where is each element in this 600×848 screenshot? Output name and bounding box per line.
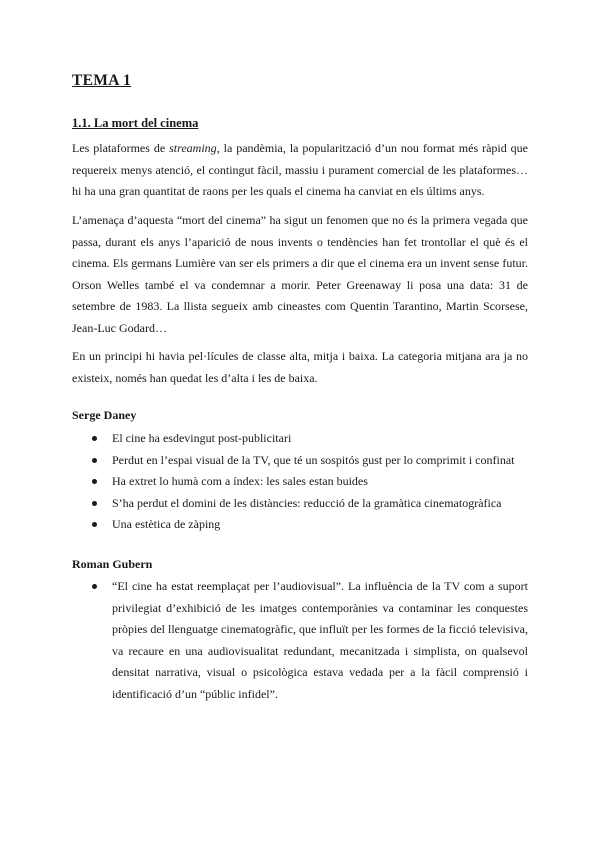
list-item xyxy=(72,514,528,536)
paragraph-classes: En un principi hi havia pel·lícules de classe alta, mitja i baixa. La categoria mitjana ara ja no existeix, només han quedat les d’alta i les de baixa. xyxy=(72,349,528,385)
roman-gubern-quote xyxy=(72,576,528,705)
bullet-icon xyxy=(92,458,97,463)
list-item-text: Ha extret lo humà com a índex: les sales estan buides xyxy=(112,474,368,488)
streaming-italic: streaming xyxy=(169,141,217,155)
list-item xyxy=(72,493,528,515)
roman-gubern-heading: Roman Gubern xyxy=(72,557,153,571)
bullet-icon xyxy=(92,522,97,527)
bullet-icon xyxy=(92,479,97,484)
quote-text: “El cine ha estat reemplaçat per l’audiovisual”. La influència de la TV com a suport privilegiat d’exhibició de les imatges contemporànies va contaminar les conquestes pròpies del llenguatge cinematogràfic, que influït per les formes de la ficció televisiva, va recaure en una audiovisualitat redundant, mecanitzada i simplista, on qualsevol densitat narrativa, visual o psicològica estava vedada per a la fàcil comprensió i identificació d’un “públic infidel”. xyxy=(112,579,528,701)
list-item xyxy=(72,428,528,450)
serge-daney-list xyxy=(72,428,528,536)
paragraph-intro-end: , la pandèmia, la popularització d’un nou format més ràpid que requereix menys atenció, el contingut fàcil, massiu i purament comercial de les plataformes… hi ha una gran quantitat de raons per les quals el cinema ha canviat en els últims anys. xyxy=(72,141,528,198)
bullet-icon xyxy=(92,501,97,506)
list-item xyxy=(72,471,528,493)
list-item xyxy=(72,450,528,472)
section-heading: 1.1. La mort del cinema xyxy=(72,116,199,130)
document-title: TEMA 1 xyxy=(72,72,132,89)
list-item-text: S’ha perdut el domini de les distàncies: reducció de la gramàtica cinematogràfica xyxy=(112,495,502,510)
list-item-text: Perdut en l’espai visual de la TV, que té un sospitós gust per lo comprimit i confinat xyxy=(112,452,515,467)
list-item-text: Una estètica de zàping xyxy=(112,517,221,531)
list-item-text: El cine ha esdevingut post-publicitari xyxy=(112,431,292,445)
bullet-icon xyxy=(92,584,97,589)
paragraph-intro xyxy=(72,138,528,203)
bullet-icon xyxy=(92,436,97,441)
paragraph-threat: L’amenaça d’aquesta “mort del cinema” ha sigut un fenomen que no és la primera vegada que passa, durant els anys l’aparició de nous invents o tendències han fet trontollar el què és el cinema. Els germans Lumière van ser els primers a dir que el cinema era un invent sense futur. Orson Welles també el va condemnar a morir. Peter Greenaway li posa una data: 31 de setembre de 1983. La llista segueix amb cineastes com Quentin Tarantino, Martin Scorsese, Jean-Luc Godard… xyxy=(72,213,528,335)
serge-daney-heading: Serge Daney xyxy=(72,408,137,422)
paragraph-intro-start: Les plataformes de xyxy=(72,141,170,155)
